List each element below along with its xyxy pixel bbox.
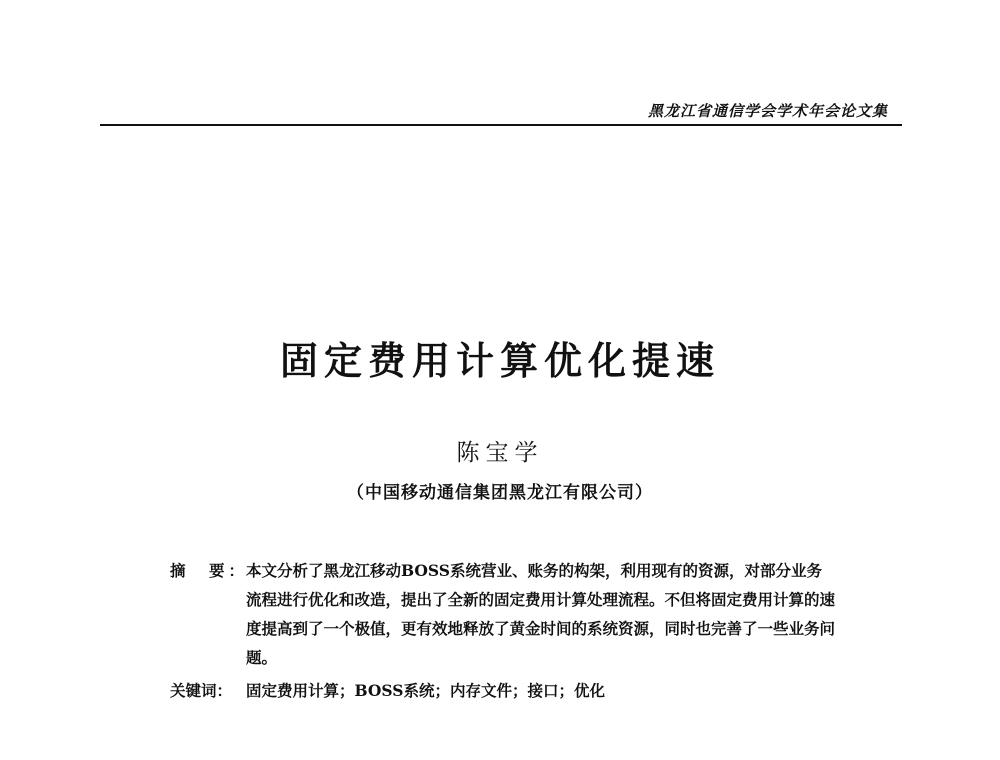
abstract-section <box>170 556 850 672</box>
keywords-label: 关键词： <box>170 681 233 700</box>
abstract-label: 摘 要： <box>170 561 249 580</box>
journal-title: 黑龙江省通信学会学术年会论文集 <box>647 102 888 120</box>
keywords-text: 固定费用计算；BOSS系统；内存文件；接口；优化 <box>246 681 605 700</box>
author-name: 陈宝学 <box>456 440 544 466</box>
abstract-text: 本文分析了黑龙江移动BOSS系统营业、账务的构架，利用现有的资源，对部分业务流程进行优化和改造，提出了全新的固定费用计算处理流程。不但将固定费用计算的速度提高到了一个极值，更有效地释放了黄金时间的系统资源，同时也完善了一些业务问题。 <box>246 561 836 667</box>
paper-title: 固定费用计算优化提速 <box>279 338 720 383</box>
header-rule <box>100 124 902 126</box>
author-affiliation: （中国移动通信集团黑龙江有限公司） <box>347 483 653 503</box>
keywords-section <box>170 676 850 705</box>
